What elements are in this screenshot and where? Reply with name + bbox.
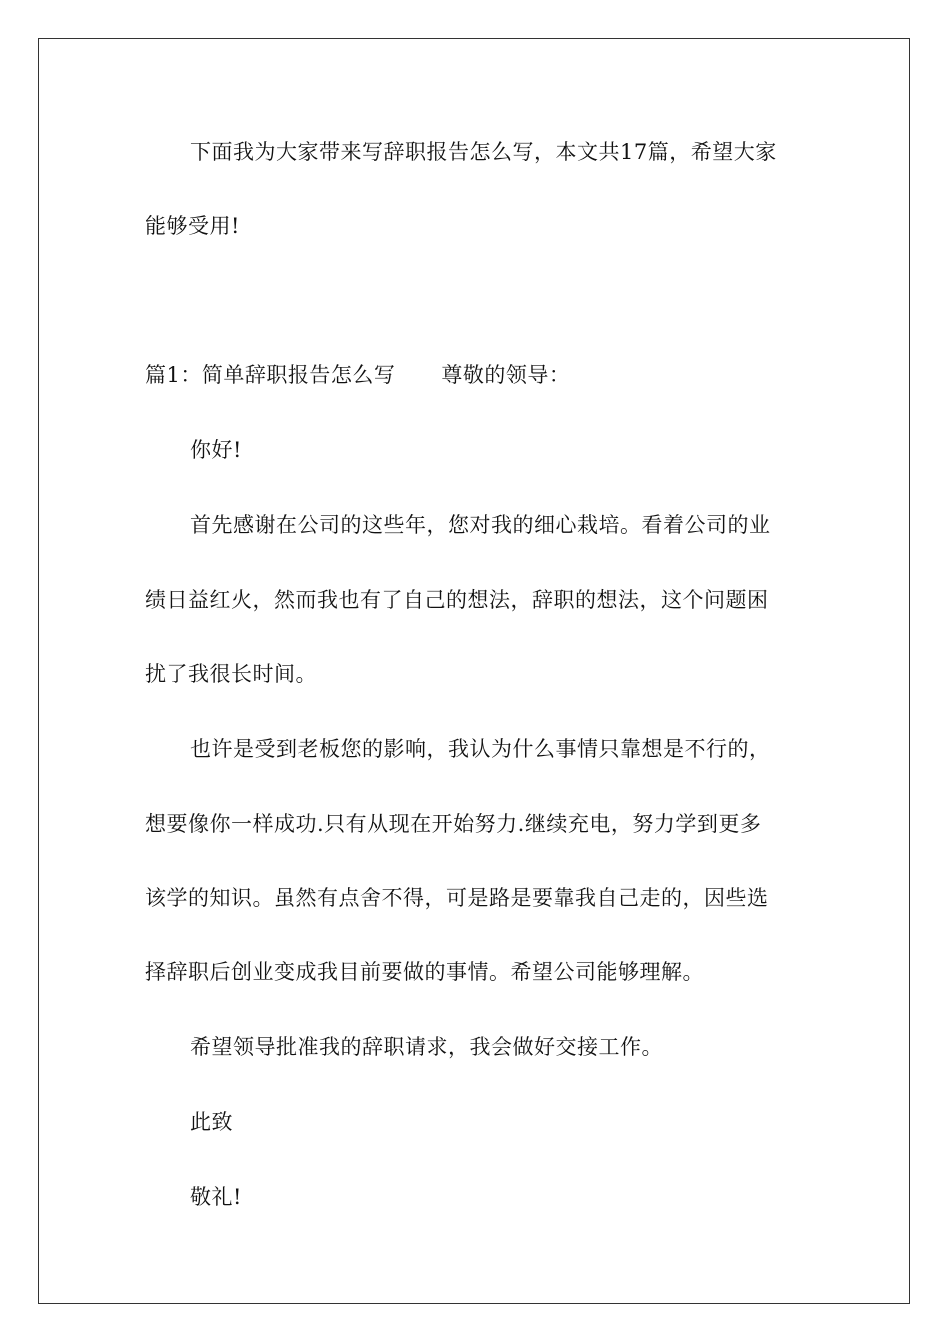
intro-line-2: 能够受用! <box>145 214 240 238</box>
para1-line-2: 绩日益红火，然而我也有了自己的想法，辞职的想法，这个问题困 <box>145 588 769 612</box>
greeting: 你好! <box>190 438 242 462</box>
closing-2: 敬礼! <box>190 1185 242 1209</box>
para3: 希望领导批准我的辞职请求，我会做好交接工作。 <box>190 1035 663 1059</box>
intro-line-1: 下面我为大家带来写辞职报告怎么写，本文共17篇，希望大家 <box>190 140 777 164</box>
para1-line-3: 扰了我很长时间。 <box>145 662 317 686</box>
para1-line-1: 首先感谢在公司的这些年，您对我的细心栽培。看着公司的业 <box>190 513 771 537</box>
salutation: 尊敬的领导： <box>441 363 571 387</box>
para2-line-2: 想要像你一样成功.只有从现在开始努力.继续充电，努力学到更多 <box>145 812 762 836</box>
para2-line-3: 该学的知识。虽然有点舍不得，可是路是要靠我自己走的，因些选 <box>145 886 769 910</box>
para2-line-1: 也许是受到老板您的影响，我认为什么事情只靠想是不行的， <box>190 737 771 761</box>
closing-1: 此致 <box>190 1110 233 1134</box>
section-heading: 篇1：简单辞职报告怎么写 <box>145 363 396 387</box>
section-heading-row <box>145 361 570 389</box>
para2-line-4: 择辞职后创业变成我目前要做的事情。希望公司能够理解。 <box>145 960 704 984</box>
